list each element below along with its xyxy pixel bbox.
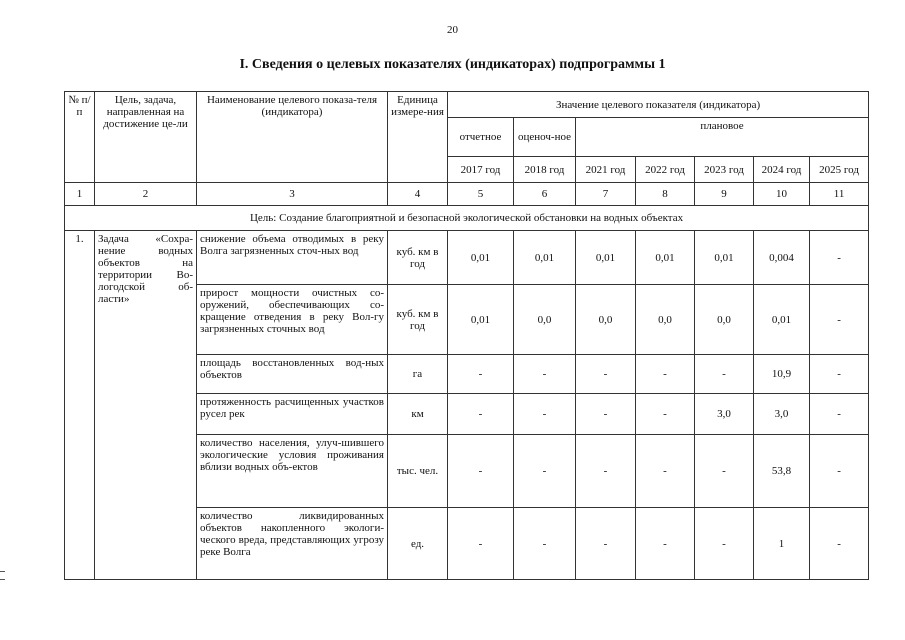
- column-number: 9: [695, 183, 754, 206]
- indicator-value: -: [695, 355, 754, 394]
- indicator-value: -: [810, 355, 869, 394]
- indicator-value: -: [576, 435, 636, 508]
- column-number: 2: [95, 183, 197, 206]
- indicator-value: 3,0: [695, 394, 754, 435]
- column-number: 8: [636, 183, 695, 206]
- document-title: I. Сведения о целевых показателях (индикаторах) подпрограммы 1: [239, 57, 666, 72]
- indicator-value: -: [514, 355, 576, 394]
- indicator-value: 0,0: [695, 285, 754, 355]
- indicator-value: -: [448, 435, 514, 508]
- indicator-value: -: [810, 508, 869, 580]
- indicators-table: [64, 91, 869, 580]
- header-year: 2021 год: [576, 157, 636, 183]
- task-number: 1.: [65, 231, 95, 580]
- header-num: № п/п: [65, 92, 95, 183]
- header-goal: Цель, задача, направленная на достижение це-ли: [95, 92, 197, 183]
- indicator-value: 0,01: [576, 231, 636, 285]
- header-year: 2023 год: [695, 157, 754, 183]
- indicator-name: количество населения, улуч-шившего экологические условия проживания вблизи водных объ-ектов: [197, 435, 388, 508]
- column-number: 10: [754, 183, 810, 206]
- column-number: 4: [388, 183, 448, 206]
- indicator-value: -: [695, 508, 754, 580]
- indicator-value: 0,0: [636, 285, 695, 355]
- header-value-group: Значение целевого показателя (индикатора): [448, 92, 869, 118]
- indicator-value: -: [448, 355, 514, 394]
- header-reported: отчетное: [448, 118, 514, 157]
- indicator-value: -: [636, 508, 695, 580]
- header-estimated: оценоч-ное: [514, 118, 576, 157]
- indicator-value: -: [636, 394, 695, 435]
- indicator-value: -: [576, 355, 636, 394]
- header-planned: плановое: [576, 118, 869, 157]
- indicator-unit: ед.: [388, 508, 448, 580]
- indicator-value: 3,0: [754, 394, 810, 435]
- indicator-value: 0,01: [448, 285, 514, 355]
- header-year: 2022 год: [636, 157, 695, 183]
- column-number: 3: [197, 183, 388, 206]
- indicator-name: снижение объема отводимых в реку Волга загрязненных сточ-ных вод: [197, 231, 388, 285]
- indicator-value: -: [576, 394, 636, 435]
- header-year: 2017 год: [448, 157, 514, 183]
- indicator-value: 0,01: [754, 285, 810, 355]
- table-row: [65, 231, 869, 285]
- column-number: 7: [576, 183, 636, 206]
- column-number: 1: [65, 183, 95, 206]
- indicator-value: -: [810, 231, 869, 285]
- indicator-name: количество ликвидированных объектов накопленного экологи-ческого вреда, представляющих угрозу реке Волга: [197, 508, 388, 580]
- indicator-value: -: [514, 435, 576, 508]
- indicator-unit: куб. км в год: [388, 231, 448, 285]
- page-number: 20: [447, 24, 458, 36]
- task-text: Задача «Сохра-нение водных объектов на территории Во-логодской об-ласти»: [95, 231, 197, 580]
- indicator-value: -: [448, 394, 514, 435]
- indicator-value: -: [448, 508, 514, 580]
- margin-mark: [0, 579, 5, 580]
- column-number: 11: [810, 183, 869, 206]
- indicator-value: 10,9: [754, 355, 810, 394]
- indicator-name: прирост мощности очистных со-оружений, обеспечивающих со-кращение отведения в реку Вол-гу загрязненных сточных вод: [197, 285, 388, 355]
- column-number: 6: [514, 183, 576, 206]
- indicator-value: -: [810, 435, 869, 508]
- indicator-unit: тыс. чел.: [388, 435, 448, 508]
- indicator-value: 0,01: [514, 231, 576, 285]
- indicator-value: 1: [754, 508, 810, 580]
- indicator-name: протяженность расчищенных участков русел рек: [197, 394, 388, 435]
- indicator-value: -: [695, 435, 754, 508]
- indicator-value: -: [810, 394, 869, 435]
- indicator-unit: км: [388, 394, 448, 435]
- indicator-name: площадь восстановленных вод-ных объектов: [197, 355, 388, 394]
- header-year: 2024 год: [754, 157, 810, 183]
- indicator-value: -: [576, 508, 636, 580]
- header-indicator-name: Наименование целевого показа-теля (индикатора): [197, 92, 388, 183]
- header-year: 2025 год: [810, 157, 869, 183]
- indicator-unit: куб. км в год: [388, 285, 448, 355]
- indicator-value: 0,01: [636, 231, 695, 285]
- indicator-value: -: [810, 285, 869, 355]
- indicator-value: 0,0: [514, 285, 576, 355]
- indicator-value: 0,01: [695, 231, 754, 285]
- margin-mark: [0, 571, 5, 572]
- indicator-value: 53,8: [754, 435, 810, 508]
- header-year: 2018 год: [514, 157, 576, 183]
- indicator-unit: га: [388, 355, 448, 394]
- indicator-value: -: [636, 355, 695, 394]
- indicator-value: 0,004: [754, 231, 810, 285]
- column-number: 5: [448, 183, 514, 206]
- indicator-value: 0,0: [576, 285, 636, 355]
- indicator-value: -: [514, 508, 576, 580]
- goal-row: Цель: Создание благоприятной и безопасной экологической обстановки на водных объектах: [65, 206, 869, 231]
- indicator-value: -: [636, 435, 695, 508]
- header-unit: Единица измере-ния: [388, 92, 448, 183]
- indicator-value: 0,01: [448, 231, 514, 285]
- indicator-value: -: [514, 394, 576, 435]
